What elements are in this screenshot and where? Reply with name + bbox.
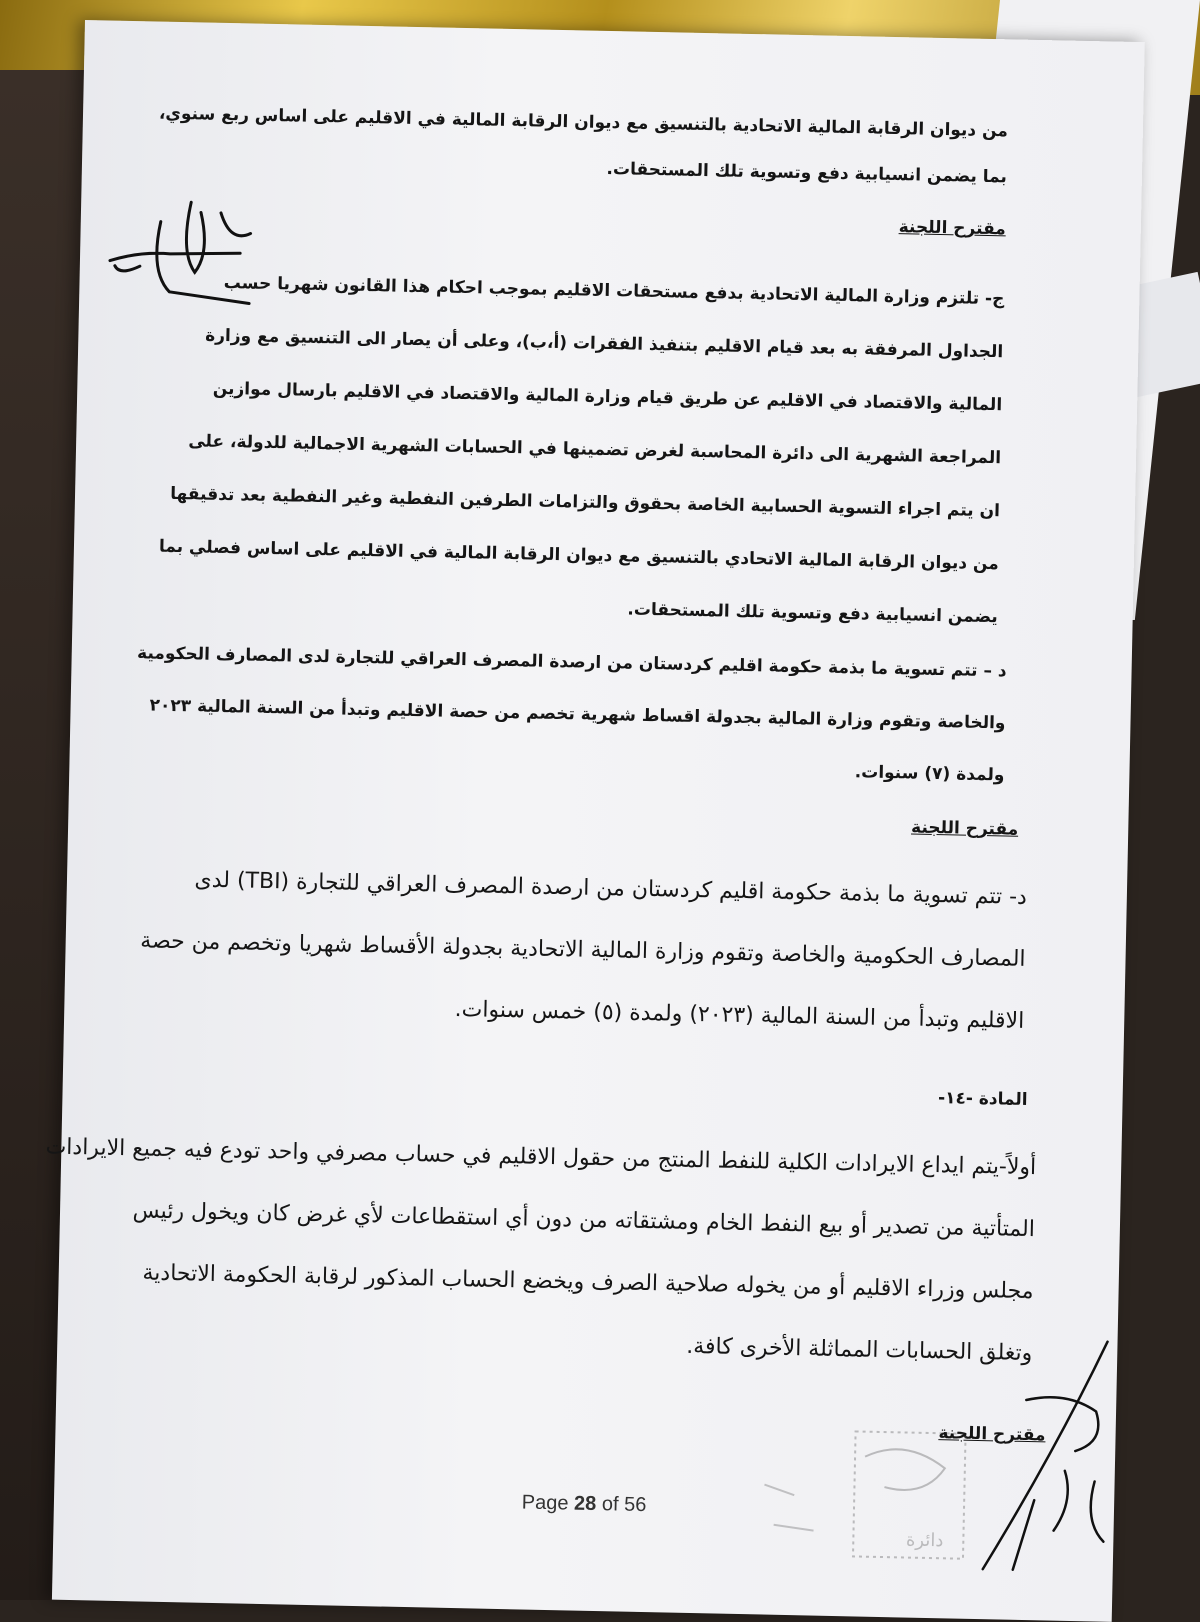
text-line: الاقليم وتبدأ من السنة المالية (٢٠٢٣) ولمدة (٥) خمس سنوات. xyxy=(454,996,1025,1034)
stamp-mark xyxy=(753,1424,976,1569)
text-line: والخاصة وتقوم وزارة المالية بجدولة اقساط شهرية تخصم من حصة الاقليم وتبدأ من السنة المالية ٢٠٢٣ xyxy=(149,695,1006,734)
page-number: 28 xyxy=(573,1492,597,1516)
text-line: ان يتم اجراء التسوية الحسابية الخاصة بحقوق والتزامات الطرفين النفطية وغير النفطية بعد تدقيقها xyxy=(170,483,1001,522)
text-line: من ديوان الرقابة المالية الاتحادية بالتنسيق مع ديوان الرقابة المالية في الاقليم على اساس ربع سنوي، xyxy=(158,103,1009,142)
text-line: المراجعة الشهرية الى دائرة المحاسبة لغرض تضمينها في الحسابات الشهرية الاجمالية للدولة، على xyxy=(188,431,1002,469)
text-line: وتغلق الحسابات المماثلة الأخرى كافة. xyxy=(685,1333,1033,1367)
text-line: ولمدة (٧) سنوات. xyxy=(854,762,1005,786)
text-line: المالية والاقتصاد في الاقليم عن طريق قيام وزارة المالية والاقتصاد في الاقليم بارسال موازين xyxy=(212,378,1003,416)
text-line: المصارف الحكومية والخاصة وتقوم وزارة المالية الاتحادية بجدولة الأقساط شهريا وتخصم من حصة xyxy=(140,928,1026,972)
of-label: of xyxy=(601,1493,619,1516)
stamp-text: دائرة xyxy=(905,1529,944,1552)
text-line: ج- تلتزم وزارة المالية الاتحادية بدفع مستحقات الاقليم بموجب احكام هذا القانون شهريا حسب xyxy=(223,272,1005,310)
text-line: المتأتية من تصدير أو بيع النفط الخام ومشتقاته من دون أي استقطاعات لأي غرض كان ويخول رئيس xyxy=(132,1198,1036,1243)
text-line: أولاً-يتم ايداع الايرادات الكلية للنفط المنتج من حقول الاقليم في حساب مصرفي واحد تودع فيه جميع الايرادات xyxy=(45,1134,1037,1181)
article-heading: المادة -١٤- xyxy=(937,1088,1028,1110)
signature-top xyxy=(99,190,281,314)
text-line: مجلس وزراء الاقليم أو من يخوله صلاحية الصرف ويخضع الحساب المذكور لرقابة الحكومة الاتحادية xyxy=(142,1260,1034,1305)
text-line: الجداول المرفقة به بعد قيام الاقليم بتنفيذ الفقرات (أ،ب)، وعلى أن يصار الى التنسيق مع وزارة xyxy=(204,325,1004,363)
text-line: من ديوان الرقابة المالية الاتحادي بالتنسيق مع ديوان الرقابة المالية في الاقليم على اساس فصلي بما xyxy=(158,536,1000,575)
section-heading: مقترح اللجنة xyxy=(910,817,1019,840)
text-line: د- تتم تسوية ما بذمة حكومة اقليم كردستان من ارصدة المصرف العراقي للتجارة (TBI) لدى xyxy=(194,867,1028,910)
section-heading: مقترح اللجنة xyxy=(938,1423,1046,1446)
document-page xyxy=(45,20,1145,1622)
signature-bottom xyxy=(952,1329,1117,1592)
text-line: يضمن انسيابية دفع وتسوية تلك المستحقات. xyxy=(627,599,998,628)
section-heading: مقترح اللجنة xyxy=(898,217,1007,240)
page-label: Page xyxy=(521,1491,569,1515)
text-line: بما يضمن انسيابية دفع وتسوية تلك المستحقات. xyxy=(606,158,1008,188)
text-line: د – تتم تسوية ما بذمة حكومة اقليم كردستان من ارصدة المصرف العراقي للتجارة لدى المصارف الحكومية xyxy=(136,643,1007,682)
total-pages: 56 xyxy=(623,1493,647,1517)
